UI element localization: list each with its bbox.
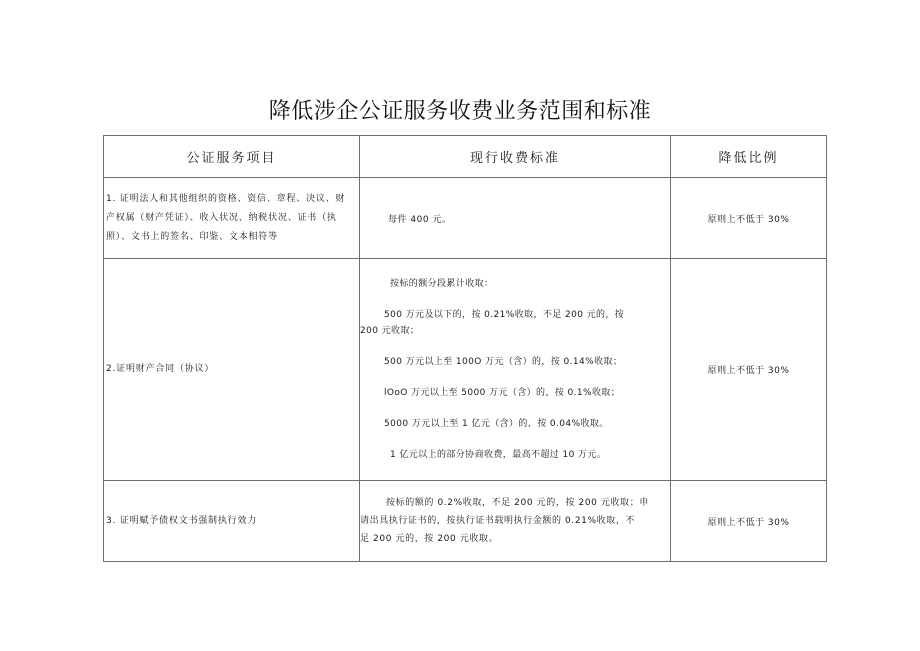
service-item-line: 3. 证明赋予债权文书强制执行效力 (106, 515, 258, 526)
fee-standard-line: 500 万元以上至 100O 万元（含）的，按 0.14%收取； (384, 357, 623, 367)
table-row (104, 481, 827, 562)
service-item-cell (104, 259, 360, 481)
fee-standard-table (103, 135, 827, 562)
page-title: 降低涉企公证服务收费业务范围和标准 (268, 99, 652, 124)
fee-standard-line: 按标的额的 0.2%收取，不足 200 元的，按 200 元收取；申 (386, 498, 649, 508)
fee-standard-cell (360, 178, 671, 259)
reduction-rate-cell (671, 481, 827, 562)
fee-standard-line: 请出具执行证书的，按执行证书载明执行金额的 0.21%收取，不 (360, 516, 636, 526)
fee-standard-line: 按标的额分段累计收取： (390, 279, 494, 289)
reduction-rate: 原则上不低于 30% (707, 366, 790, 376)
fee-standard-line: 500 万元及以下的，按 0.21%收取，不足 200 元的，按 (384, 310, 625, 320)
service-item-line: 照）、文书上的签名、印鉴、文本相符等 (106, 231, 278, 242)
reduction-rate: 原则上不低于 30% (707, 214, 790, 225)
header-current-standard: 现行收费标准 (360, 136, 671, 178)
table-row (104, 178, 827, 259)
fee-standard-line: 1 亿元以上的部分协商收费，最高不超过 10 万元。 (390, 450, 607, 460)
fee-standard-cell (360, 481, 671, 562)
table-header-row (104, 136, 827, 178)
fee-standard-line: 200 元收取； (360, 326, 420, 336)
reduction-rate: 原则上不低于 30% (707, 517, 790, 528)
header-service-item: 公证服务项目 (104, 136, 360, 178)
service-item-cell (104, 178, 360, 259)
table-row (104, 259, 827, 481)
fee-standard-line: 足 200 元的，按 200 元收取。 (360, 534, 499, 544)
service-item-line: 1. 证明法人和其他组织的资格、资信、章程、决议、财 (106, 193, 346, 204)
fee-standard-line: 5000 万元以上至 1 亿元（含）的，按 0.04%收取。 (384, 419, 609, 429)
header-reduction-rate: 降低比例 (671, 136, 827, 178)
service-item-line: 2.证明财产合同（协议） (106, 364, 215, 374)
reduction-rate-cell (671, 259, 827, 481)
fee-standard-line: lOoO 万元以上至 5000 万元（含）的，按 0.1%收取； (384, 388, 621, 398)
fee-standard-line: 每件 400 元。 (388, 214, 452, 225)
fee-standard-cell (360, 259, 671, 481)
service-item-line: 产权属（财产凭证）、收入状况、纳税状况、证书（执 (106, 212, 337, 223)
service-item-cell (104, 481, 360, 562)
reduction-rate-cell (671, 178, 827, 259)
